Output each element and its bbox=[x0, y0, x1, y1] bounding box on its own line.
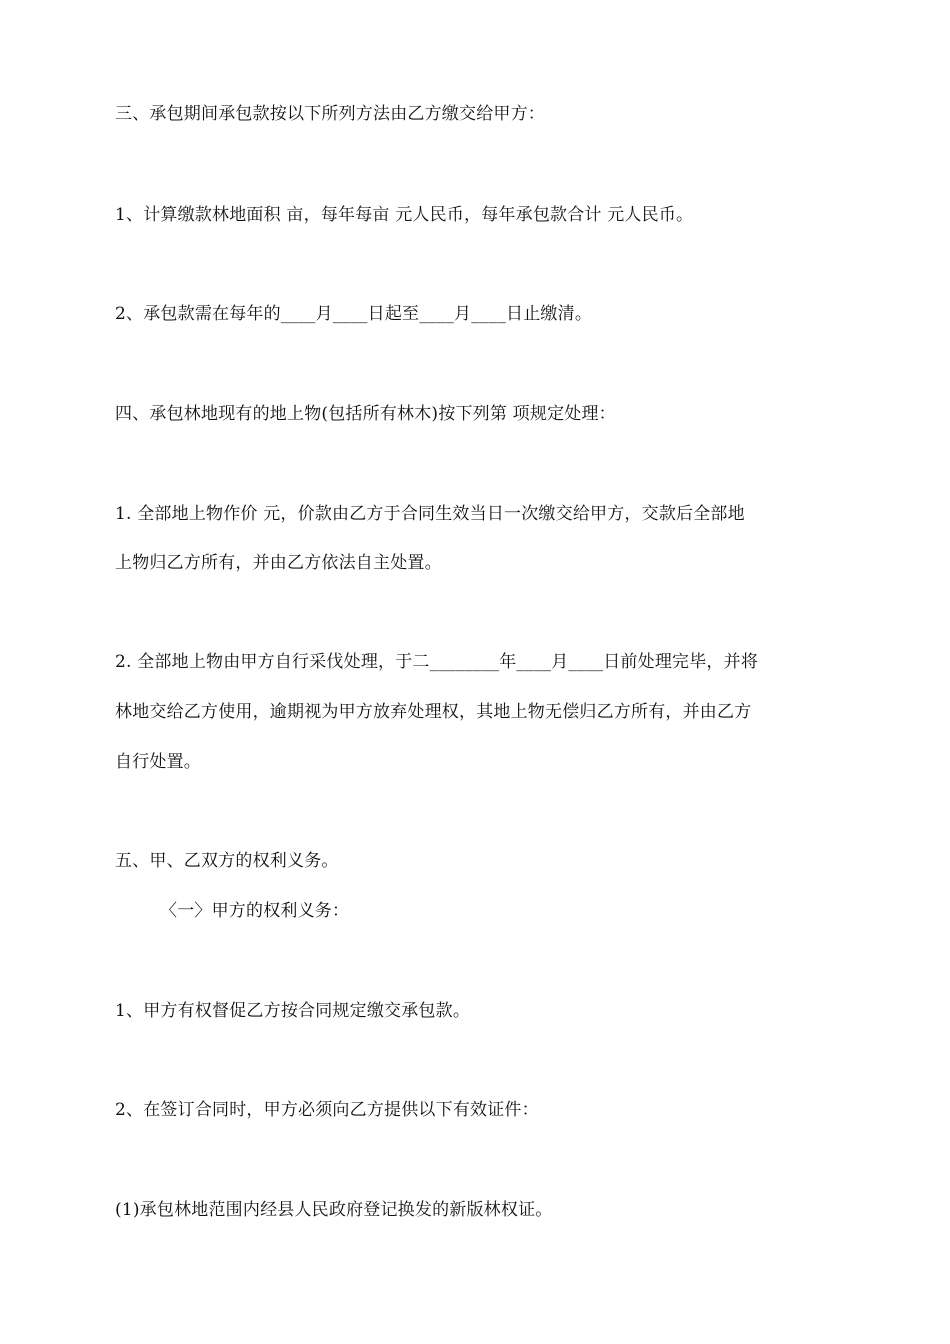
clause-3-1: 1、计算缴款林地面积 亩，每年每亩 元人民币，每年承包款合计 元人民币。 bbox=[115, 205, 694, 225]
clause-4-2-line-1: 2. 全部地上物由甲方自行采伐处理，于二________年____月____日前处理完毕，并将 bbox=[115, 652, 759, 672]
section-five-heading: 五、甲、乙双方的权利义务。 bbox=[115, 851, 339, 871]
clause-4-1-line-1: 1. 全部地上物作价 元，价款由乙方于合同生效当日一次缴交给甲方，交款后全部地 bbox=[115, 504, 745, 524]
section-four-heading: 四、承包林地现有的地上物(包括所有林木)按下列第 项规定处理： bbox=[115, 404, 616, 424]
clause-4-2-line-3: 自行处置。 bbox=[115, 752, 201, 772]
subsection-party-a-heading: 〈一〉甲方的权利义务： bbox=[160, 901, 350, 921]
clause-4-2-line-2: 林地交给乙方使用，逾期视为甲方放弃处理权，其地上物无偿归乙方所有，并由乙方 bbox=[115, 702, 752, 722]
clause-5-2: 2、在签订合同时，甲方必须向乙方提供以下有效证件： bbox=[115, 1100, 539, 1120]
clause-3-2: 2、承包款需在每年的____月____日起至____月____日止缴清。 bbox=[115, 304, 593, 324]
section-three-heading: 三、承包期间承包款按以下所列方法由乙方缴交给甲方： bbox=[115, 104, 545, 124]
clause-4-1-line-2: 上物归乙方所有，并由乙方依法自主处置。 bbox=[115, 553, 442, 573]
clause-5-1: 1、甲方有权督促乙方按合同规定缴交承包款。 bbox=[115, 1001, 471, 1021]
clause-5-2-item-1: (1)承包林地范围内经县人民政府登记换发的新版林权证。 bbox=[115, 1200, 553, 1220]
